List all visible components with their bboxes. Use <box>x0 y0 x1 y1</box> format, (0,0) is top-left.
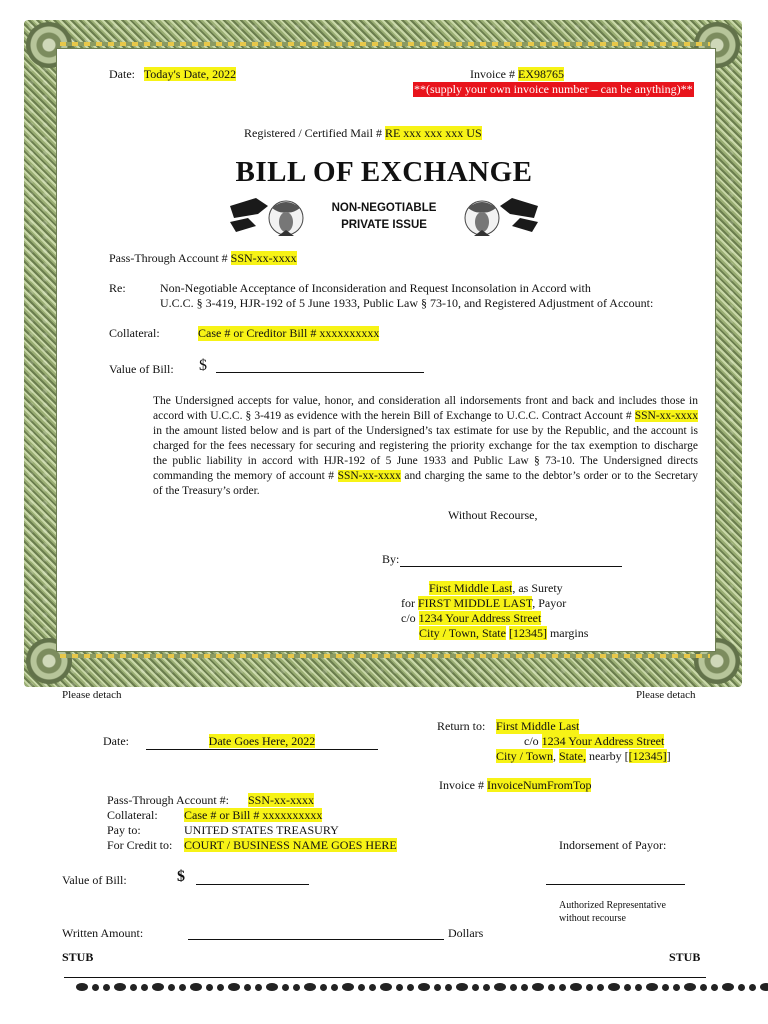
pass-through-label: Pass-Through Account # <box>109 251 228 265</box>
indorsement-label: Indorsement of Payor: <box>559 838 667 852</box>
detach-label-left: Please detach <box>62 689 122 701</box>
stub-pass-value-wrap <box>248 793 314 808</box>
subtitle-private-issue: PRIVATE ISSUE <box>341 219 427 231</box>
zip-value: [12345] <box>508 626 547 640</box>
stub-value-line[interactable] <box>196 884 309 885</box>
return-name: First Middle Last <box>496 719 580 733</box>
return-label: Return to: <box>437 719 486 733</box>
stub-pass-value: SSN-xx-xxxx <box>248 793 315 807</box>
value-label: Value of Bill: <box>109 362 174 376</box>
date-value: Today's Date, 2022 <box>143 67 237 81</box>
payor-line: for FIRST MIDDLE LAST, Payor <box>401 596 567 610</box>
pass-through-value: SSN-xx-xxxx <box>230 251 297 265</box>
surety-line: First Middle Last, as Surety <box>429 581 563 595</box>
invoice-note: **(supply your own invoice number – can be anything)** <box>414 82 693 96</box>
stub-date-field[interactable] <box>146 734 378 750</box>
return-city-line: City / Town, State, nearby [[12345]] <box>496 749 671 763</box>
border-stripe <box>60 654 710 658</box>
collateral-label: Collateral: <box>109 326 160 340</box>
detach-label-right: Please detach <box>636 689 696 701</box>
date-line <box>109 67 236 82</box>
dotted-border <box>76 983 768 991</box>
without-recourse: Without Recourse, <box>448 508 538 522</box>
by-label: By: <box>382 552 400 566</box>
dollar-sign: $ <box>199 357 207 374</box>
signature-line[interactable] <box>400 566 622 567</box>
return-city: City / Town <box>496 749 553 763</box>
mail-value: RE xxx xxx xxx US <box>384 126 482 140</box>
invoice-label: Invoice # <box>470 67 515 81</box>
return-address: 1234 Your Address Street <box>541 734 665 748</box>
stub-invoice-value: InvoiceNumFromTop <box>486 778 592 792</box>
stub-collateral-value-wrap <box>184 808 322 823</box>
address-line: c/o 1234 Your Address Street <box>401 611 542 625</box>
dollars-label: Dollars <box>448 926 484 940</box>
stub-date-value: Date Goes Here, 2022 <box>208 734 316 748</box>
stub-pass-label: Pass-Through Account #: <box>107 793 229 807</box>
stub-payto-value: UNITED STATES TREASURY <box>184 823 339 837</box>
mail-line <box>244 126 482 141</box>
return-zip: [12345] <box>628 749 667 763</box>
stub-credit-label: For Credit to: <box>107 838 173 852</box>
collateral-value: Case # or Creditor Bill # xxxxxxxxxx <box>198 326 380 340</box>
re-line: U.C.C. § 3-419, HJR-192 of 5 June 1933, Public Law § 73-10, and Registered Adjustment of Account: <box>160 296 654 310</box>
stub-collateral-value: Case # or Bill # xxxxxxxxxx <box>184 808 323 822</box>
stub-invoice-line: Invoice # InvoiceNumFromTop <box>439 778 592 792</box>
return-state: State, <box>558 749 586 763</box>
indorsement-signature-line[interactable] <box>546 884 685 885</box>
stub-date-label: Date: <box>103 734 129 748</box>
written-amount-line[interactable] <box>188 939 444 940</box>
date-label: Date: <box>109 67 135 81</box>
body-ssn: SSN-xx-xxxx <box>337 470 401 482</box>
return-address-line: c/o 1234 Your Address Street <box>524 734 665 748</box>
invoice-line <box>470 67 564 82</box>
border-stripe <box>60 42 710 46</box>
re-text <box>160 281 653 311</box>
subtitle-block <box>0 200 768 234</box>
written-amount-label: Written Amount: <box>62 926 144 940</box>
mail-label: Registered / Certified Mail # <box>244 126 382 140</box>
re-label: Re: <box>109 281 126 295</box>
stub-label-right: STUB <box>669 950 701 964</box>
stub-divider <box>64 977 706 978</box>
address-value: 1234 Your Address Street <box>418 611 542 625</box>
stub-payto-label: Pay to: <box>107 823 141 837</box>
body-ssn: SSN-xx-xxxx <box>634 410 698 422</box>
value-blank-line[interactable] <box>216 372 424 373</box>
pass-through-line <box>109 251 297 266</box>
body-paragraph: The Undersigned accepts for value, honor, and consideration all indorsements front and back and includes those in accord with U.C.C. § 3-419 as evidence with the herein Bill of Exchange to U.C.C. Contract Account # SSN-xx-xxxx in the amount listed below and is part of the Undersigned’s tax estimate for use by the Republic, and the account is charged for the fees necessary for securing and registering the priority exchange for the tax exemption to discharge the public liability in accord with HJR-192 of 5 June 1933 and Public Law § 73-10. The Undersigned directs commanding the memory of account # SSN-xx-xxxx and charging the same to the debtor’s order or to the Secretary of the Treasury’s order. <box>153 395 698 497</box>
stub-label-left: STUB <box>62 950 94 964</box>
invoice-value: EX98765 <box>517 67 564 81</box>
stub-value-label: Value of Bill: <box>62 873 127 887</box>
payor-name: FIRST MIDDLE LAST <box>418 596 533 610</box>
surety-name: First Middle Last <box>429 581 513 595</box>
stub-collateral-label: Collateral: <box>107 808 158 822</box>
stub-dollar-sign: $ <box>177 868 185 885</box>
stub-credit-value: COURT / BUSINESS NAME GOES HERE <box>184 838 397 852</box>
city-line: City / Town, State [12345] margins <box>419 626 589 640</box>
re-line: Non-Negotiable Acceptance of Inconsideration and Request Inconsolation in Accord with <box>160 281 591 295</box>
authorized-rep: Authorized Representative without recourse <box>559 900 666 924</box>
document-title: BILL OF EXCHANGE <box>235 156 533 188</box>
subtitle-non-negotiable: NON-NEGOTIABLE <box>331 202 437 214</box>
stub-credit-value-wrap <box>184 838 397 853</box>
city-value: City / Town, State <box>419 626 506 640</box>
